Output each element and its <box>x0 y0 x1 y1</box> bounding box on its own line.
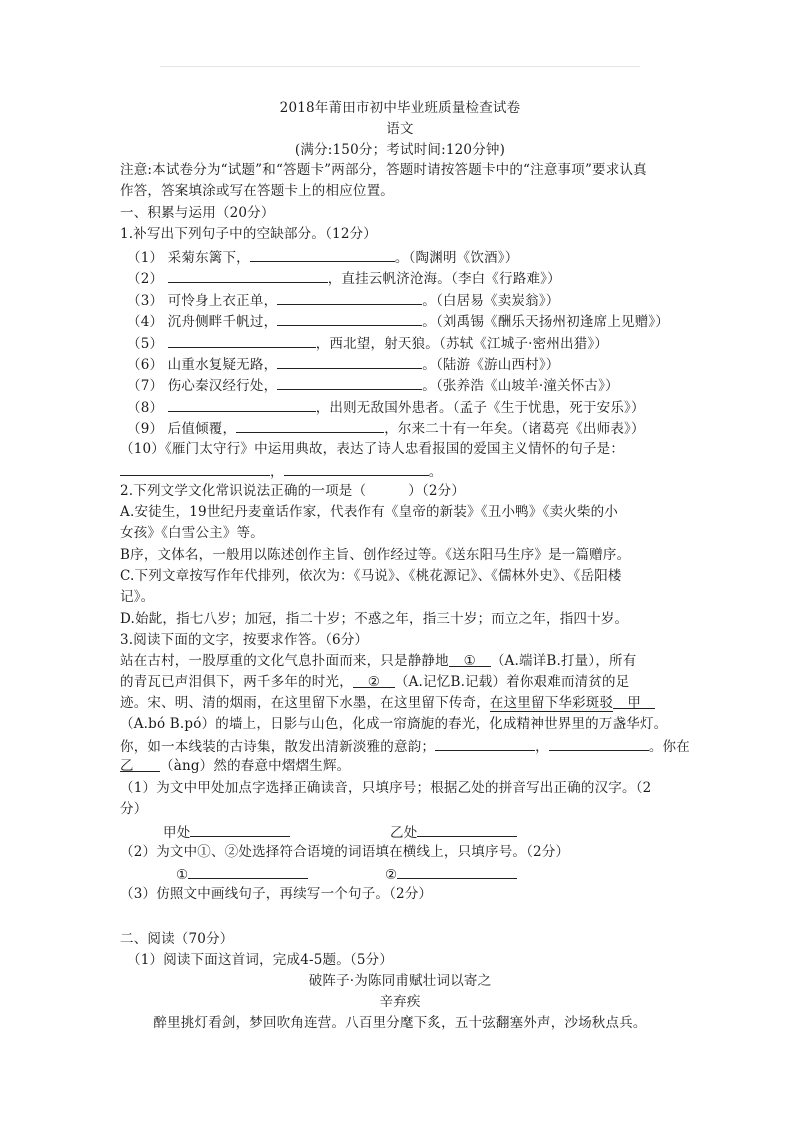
q1-item-8: （8） ，出则无敌国外患者。（孟子《生于忧患，死于安乐》） <box>127 396 645 418</box>
answer-blank[interactable] <box>168 396 316 412</box>
answer-blank[interactable] <box>277 310 422 326</box>
answer-blank[interactable] <box>188 863 308 879</box>
q1-item-1: （1） 采菊东篱下， 。（陶渊明《饮酒》） <box>127 246 518 268</box>
q1-item-4: （4） 沉舟侧畔千帆过， 。（刘禹锡《酬乐天扬州初逢席上见赠》） <box>127 310 669 332</box>
blank-marker-1[interactable]: ① <box>449 651 491 667</box>
exam-title: 2018年莆田市初中毕业班质量检查试卷 <box>279 100 521 116</box>
answer-blank[interactable] <box>168 332 316 348</box>
answer-blank[interactable] <box>284 460 429 476</box>
q1-item-2: （2） ，直挂云帆济沧海。（李白《行路难》） <box>127 267 561 289</box>
answer-blank[interactable] <box>120 460 270 476</box>
q3-passage-line-2: 的青瓦已声泪俱下，两千多年的时光， ② （A.记忆B.记载）着你艰难而清贫的足 <box>120 674 630 690</box>
q3-sub3: （3）仿照文中画线句子，再续写一个句子。（2分） <box>120 886 433 902</box>
q1-item-6: （6） 山重水复疑无路， 。（陆游《游山西村》） <box>127 353 559 375</box>
q3-passage-line-1: 站在古村，一股厚重的文化气息扑面而来，只是静静地 ① （A.端详B.打量），所有 <box>120 653 637 669</box>
answer-blank[interactable] <box>397 863 517 879</box>
answer-blank[interactable] <box>168 267 328 283</box>
blank-marker-yi[interactable]: 乙 <box>120 756 160 772</box>
q3-stem: 3.阅读下面的文字，按要求作答。（6分） <box>120 632 369 648</box>
answer-blank[interactable] <box>190 821 290 837</box>
q3-sub1: （1）为文中甲处加点字选择正确读音，只填序号；根据乙处的拼音写出正确的汉字。（2 <box>120 780 652 796</box>
yi-answer-line: 乙处 <box>390 821 517 843</box>
section2-intro: （1）阅读下面这首词，完成4-5题。（5分） <box>127 952 394 968</box>
answer-blank[interactable] <box>277 289 422 305</box>
q3-passage-line-6: 乙 （àng）然的春意中熠熠生辉。 <box>120 758 351 774</box>
score-time-line: (满分:150分；考试时间:120分钟) <box>294 142 506 158</box>
choice-1-answer-line: ① <box>176 863 308 885</box>
answer-blank[interactable] <box>277 374 422 390</box>
q2-option-a-cont: 女孩》《白雪公主》等。 <box>120 525 264 541</box>
answer-blank[interactable] <box>417 821 517 837</box>
q2-option-b: B序，文体名，一般用以陈述创作主旨、创作经过等。《送东阳马生序》是一篇赠序。 <box>120 547 631 563</box>
q2-option-d: D.始龀，指七八岁；加冠，指二十岁；不惑之年，指三十岁；而立之年，指四十岁。 <box>120 611 629 627</box>
section2-heading: 二、阅读（70分） <box>120 931 234 947</box>
jia-answer-line: 甲处 <box>163 821 290 843</box>
notice-line-2: 作答，答案填涂或写在答题卡上的相应位置。 <box>120 183 394 199</box>
answer-blank[interactable] <box>277 353 422 369</box>
q1-item-10: （10）《雁门太守行》中运用典故，表达了诗人忠看报国的爱国主义情怀的句子是： <box>120 441 625 457</box>
q3-sub2: （2）为文中①、②处选择符合语境的词语填在横线上，只填序号。（2分） <box>120 844 570 860</box>
q1-item-10-blanks: ， 。 <box>120 460 442 482</box>
q1-stem: 1.补写出下列句子中的空缺部分。（12分） <box>120 226 378 242</box>
q1-item-5: （5） ，西北望，射天狼。（苏轼《江城子·密州出猎》） <box>127 332 608 354</box>
q1-item-9: （9） 后值倾覆， ，尔来二十有一年矣。（诸葛亮《出师表》） <box>127 417 645 439</box>
q2-stem: 2.下列文学文化常识说法正确的一项是（ ）（2分） <box>120 483 466 499</box>
q1-item-3: （3） 可怜身上衣正单， 。（白居易《卖炭翁》） <box>127 289 559 311</box>
blank-marker-2[interactable]: ② <box>353 672 395 688</box>
q2-option-c-cont: 记》。 <box>120 589 155 605</box>
blank-marker-jia[interactable]: 甲 <box>613 693 655 709</box>
notice-line-1: 注意:本试卷分为“试题”和“答题卡”两部分，答题时请按答题卡中的“注意事项”要求认真 <box>120 162 647 178</box>
header-rule <box>160 66 640 67</box>
poem-author: 辛弃疾 <box>379 994 421 1010</box>
q2-option-c: C.下列文章按写作年代排列，依次为：《马说》、《桃花源记》、《儒林外史》、《岳阳楼 <box>120 568 622 584</box>
q3-passage-line-3: 迹。宋、明、清的烟雨，在这里留下水墨，在这里留下传奇，在这里留下华彩斑驳 甲 <box>120 693 655 713</box>
answer-blank[interactable] <box>236 417 384 433</box>
q3-sub1-cont: 分） <box>120 801 148 817</box>
answer-blank[interactable] <box>549 735 649 751</box>
choice-2-answer-line: ② <box>385 863 517 885</box>
subject-title: 语文 <box>386 121 414 137</box>
q1-item-7: （7） 伤心秦汉经行处， 。（张养浩《山坡羊·潼关怀古》） <box>127 374 619 396</box>
section1-heading: 一、积累与运用（20分） <box>120 205 275 221</box>
underlined-sentence: 在这里留下华彩斑驳 <box>489 695 614 711</box>
q2-option-a: A.安徒生，19世纪丹麦童话作家，代表作有《皇帝的新装》《丑小鸭》《卖火柴的小 <box>120 504 619 520</box>
answer-blank[interactable] <box>250 246 395 262</box>
answer-blank[interactable] <box>435 735 535 751</box>
q3-passage-line-5: 你，如一本线装的古诗集，散发出清新淡雅的意韵； ， 。你在 <box>120 735 690 757</box>
poem-title: 破阵子·为陈同甫赋壮词以寄之 <box>308 973 492 989</box>
poem-line-1: 醉里挑灯看剑，梦回吹角连营。八百里分麾下炙，五十弦翻塞外声，沙场秋点兵。 <box>153 1015 647 1031</box>
q3-passage-line-4: （A.bó B.pó）的墙上，日影与山色，化成一帘旖旎的春光，化成精神世界里的万盏华灯。 <box>120 716 668 732</box>
